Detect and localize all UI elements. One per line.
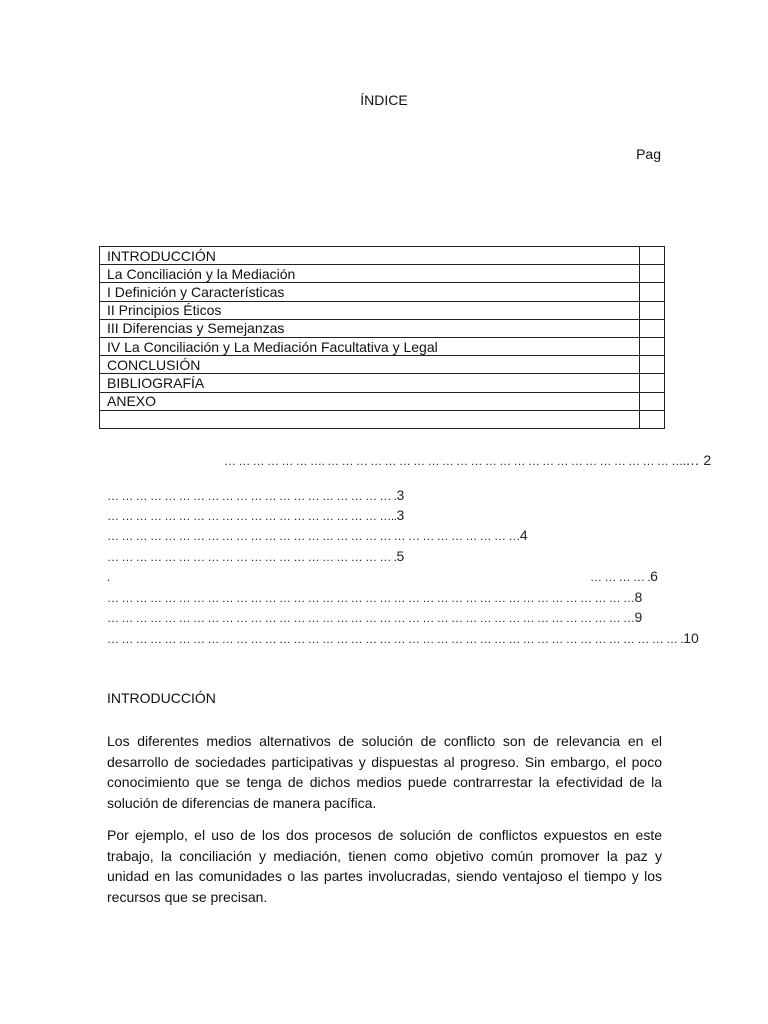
body-paragraph: Por ejemplo, el uso de los dos procesos de solución de conflictos expuestos en este trabajo, la conciliación y mediación, tienen como objetivo común promover la paz y unidad en las comunidades o las partes involucradas, siendo ventajoso el tiempo y los recursos que se precisan. [107, 827, 662, 905]
dot-leader-line [224, 452, 711, 468]
toc-entry: IV La Conciliación y La Mediación Facultativa y Legal [100, 337, 640, 355]
leader-page-number: 10 [683, 630, 699, 646]
body-paragraph: Los diferentes medios alternativos de solución de conflicto son de relevancia en el desarrollo de sociedades participativas y dispuestas al progreso. Sin embargo, el poco conocimiento que se tenga de dichos medios puede contrarrestar la efectividad de la solución de diferencias de manera pacífica. [107, 733, 662, 811]
dot-leader: … … … … … … … … … … … … … … … … … … … … … … … … … … … … … … … … … … … … … [107, 611, 635, 625]
page-column-label: Pag [636, 146, 661, 162]
toc-row [100, 337, 665, 355]
index-title: ÍNDICE [360, 92, 408, 108]
toc-entry: III Diferencias y Semejanzas [100, 319, 640, 337]
leader-page-number: 4 [519, 527, 528, 543]
dot-leader-line [107, 589, 642, 605]
dot-leader-line [107, 609, 642, 625]
leader-page-number: 8 [634, 589, 643, 605]
leader-page-number: 3 [396, 487, 405, 503]
leader-page-number: … 2 [685, 452, 712, 468]
dot-leader: … … … … … … … … … … … … … … … … … … … … … … … … … … … … … … … … … … … … … … … … . [107, 632, 684, 646]
toc-entry: INTRODUCCIÓN [100, 247, 640, 265]
toc-page [640, 374, 665, 392]
section-heading: INTRODUCCIÓN [107, 690, 216, 706]
dot-leader-line [107, 487, 404, 503]
toc-page [640, 283, 665, 301]
toc-page [640, 247, 665, 265]
toc-page [640, 319, 665, 337]
dot-leader: … … … … … … … … … … … … … … … … … … … … … … … … … … … … … [107, 529, 520, 543]
toc-row [100, 319, 665, 337]
toc-row [100, 392, 665, 410]
toc-row [100, 265, 665, 283]
dot-leader: … … … … … … …. … … … … … … … … … … … … … … … … … … … … … … … … …. [224, 454, 686, 468]
toc-row [100, 301, 665, 319]
dot-leader-line [107, 630, 699, 646]
dot-leader-line [107, 507, 404, 523]
toc-page [640, 392, 665, 410]
toc-entry: BIBLIOGRAFÍA [100, 374, 640, 392]
dot-leader: … … … … … … … … … … … … … … … … … … … ….. [107, 509, 397, 523]
dot-leader: . [107, 570, 110, 584]
toc-page [640, 301, 665, 319]
dot-leader: … … … … … … … … … … … … … … … … … … … … . [107, 550, 397, 564]
leader-page-number: 5 [396, 548, 405, 564]
dot-leader: … … … … . [590, 570, 651, 584]
dot-leader-line [590, 568, 658, 584]
toc-row [100, 356, 665, 374]
toc-entry: ANEXO [100, 392, 640, 410]
toc-page [640, 356, 665, 374]
toc-row [100, 247, 665, 265]
toc-row [100, 283, 665, 301]
dot-leader: … … … … … … … … … … … … … … … … … … … … . [107, 489, 397, 503]
dot-leader: … … … … … … … … … … … … … … … … … … … … … … … … … … … … … … … … … … … … … [107, 591, 635, 605]
toc-row [100, 374, 665, 392]
leader-page-number: 3 [396, 507, 405, 523]
table-of-contents [99, 246, 665, 429]
toc-page [640, 410, 665, 428]
toc-entry: La Conciliación y la Mediación [100, 265, 640, 283]
toc-entry: II Principios Éticos [100, 301, 640, 319]
toc-page [640, 337, 665, 355]
dot-leader-line [107, 568, 110, 584]
leader-page-number: 6 [650, 568, 658, 584]
toc-page [640, 265, 665, 283]
toc-entry: I Definición y Características [100, 283, 640, 301]
toc-row [100, 410, 665, 428]
dot-leader-line [107, 548, 404, 564]
dot-leader-line [107, 527, 528, 543]
leader-page-number: 9 [634, 609, 643, 625]
toc-entry: CONCLUSIÓN [100, 356, 640, 374]
toc-entry [100, 410, 640, 428]
